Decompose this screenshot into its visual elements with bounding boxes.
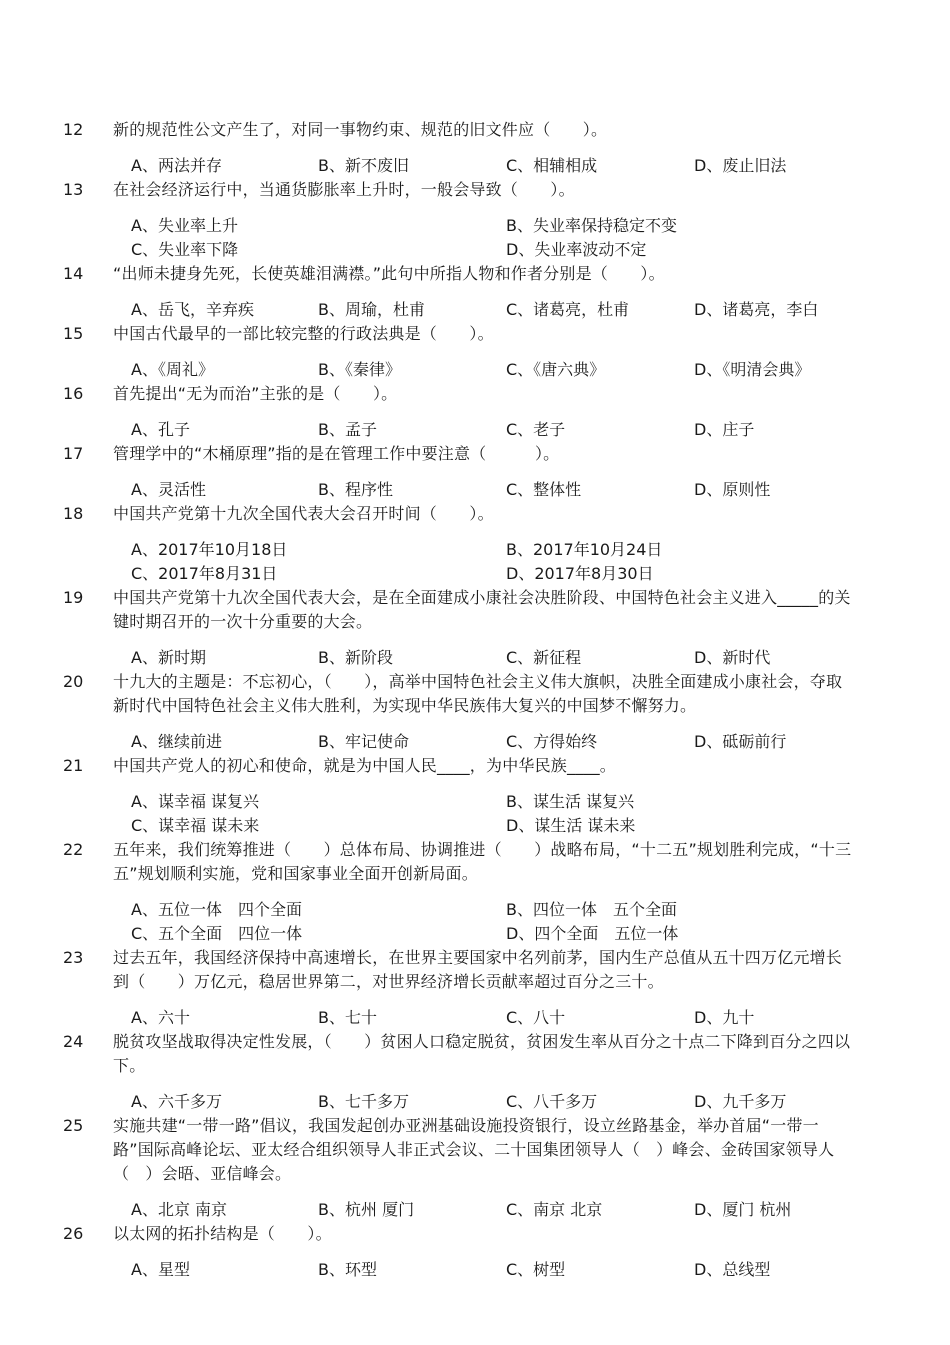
option-c: C、方得始终	[506, 732, 598, 751]
option-c: C、《唐六典》	[506, 360, 606, 379]
option-a: A、谋幸福 谋复兴	[131, 792, 260, 811]
option-c: C、整体性	[506, 480, 582, 499]
question-text: 五年来，我们统筹推进（ ）总体布局、协调推进（ ）战略布局，“十二五”规划胜利完成，“十三五”规划顺利实施，党和国家事业全面开创新局面。	[113, 840, 852, 883]
question-number: 24	[63, 1032, 84, 1051]
option-b: B、《秦律》	[318, 360, 401, 379]
question-text: “出师未捷身先死，长使英雄泪满襟。”此句中所指人物和作者分别是（ ）。	[113, 264, 665, 283]
question-text: 过去五年，我国经济保持中高速增长，在世界主要国家中名列前茅，国内生产总值从五十四万亿元增长到（ ）万亿元，稳居世界第二，对世界经济增长贡献率超过百分之三十。	[113, 948, 843, 991]
option-a: A、岳飞，辛弃疾	[131, 300, 254, 319]
option-a: A、《周礼》	[131, 360, 214, 379]
question-text: 以太网的拓扑结构是（ ）。	[113, 1224, 332, 1243]
option-c: C、相辅相成	[506, 156, 598, 175]
question-text: 管理学中的“木桶原理”指的是在管理工作中要注意（ ）。	[113, 444, 560, 463]
option-b: B、孟子	[318, 420, 377, 439]
option-a: A、五位一体 四个全面	[131, 900, 302, 919]
option-b: B、牢记使命	[318, 732, 409, 751]
option-b: B、2017年10月24日	[506, 540, 663, 559]
option-c: C、老子	[506, 420, 566, 439]
option-b: B、新不废旧	[318, 156, 409, 175]
option-d: D、四个全面 五位一体	[506, 924, 679, 943]
question-number: 13	[63, 180, 84, 199]
option-d: D、2017年8月30日	[506, 564, 654, 583]
option-c: C、树型	[506, 1260, 566, 1279]
option-a: A、星型	[131, 1260, 190, 1279]
question-text: 中国共产党人的初心和使命，就是为中国人民____，为中华民族____。	[113, 756, 617, 775]
option-c: C、诸葛亮，杜甫	[506, 300, 630, 319]
question-number: 16	[63, 384, 84, 403]
option-d: D、厦门 杭州	[694, 1200, 792, 1219]
option-a: A、灵活性	[131, 480, 206, 499]
option-d: D、《明清会典》	[694, 360, 811, 379]
option-d: D、诸葛亮，李白	[694, 300, 819, 319]
question-text: 首先提出“无为而治”主张的是（ ）。	[113, 384, 398, 403]
option-c: C、失业率下降	[131, 240, 239, 259]
question-text: 中国共产党第十九次全国代表大会召开时间（ ）。	[113, 504, 494, 523]
option-c: C、八十	[506, 1008, 566, 1027]
option-d: D、失业率波动不定	[506, 240, 647, 259]
question-number: 20	[63, 672, 84, 691]
option-d: D、原则性	[694, 480, 771, 499]
question-number: 18	[63, 504, 84, 523]
option-d: D、废止旧法	[694, 156, 787, 175]
option-b: B、七千多万	[318, 1092, 409, 1111]
question-number: 22	[63, 840, 84, 859]
option-d: D、砥砺前行	[694, 732, 787, 751]
question-number: 19	[63, 588, 84, 607]
option-a: A、失业率上升	[131, 216, 238, 235]
option-c: C、谋幸福 谋未来	[131, 816, 260, 835]
question-number: 17	[63, 444, 84, 463]
option-a: A、六千多万	[131, 1092, 222, 1111]
option-a: A、两法并存	[131, 156, 222, 175]
question-number: 21	[63, 756, 84, 775]
option-b: B、新阶段	[318, 648, 393, 667]
option-a: A、继续前进	[131, 732, 222, 751]
question-number: 15	[63, 324, 84, 343]
question-text: 十九大的主题是：不忘初心，（ ），高举中国特色社会主义伟大旗帜，决胜全面建成小康社会，夺取新时代中国特色社会主义伟大胜利，为实现中华民族伟大复兴的中国梦不懈努力。	[113, 672, 843, 715]
option-a: A、孔子	[131, 420, 190, 439]
option-b: B、失业率保持稳定不变	[506, 216, 677, 235]
option-a: A、2017年10月18日	[131, 540, 288, 559]
option-a: A、北京 南京	[131, 1200, 228, 1219]
option-c: C、新征程	[506, 648, 582, 667]
question-number: 12	[63, 120, 84, 139]
question-number: 23	[63, 948, 84, 967]
option-c: C、2017年8月31日	[131, 564, 278, 583]
option-d: D、谋生活 谋未来	[506, 816, 636, 835]
option-b: B、周瑜，杜甫	[318, 300, 425, 319]
option-b: B、环型	[318, 1260, 377, 1279]
question-number: 14	[63, 264, 84, 283]
option-d: D、总线型	[694, 1260, 771, 1279]
option-d: D、庄子	[694, 420, 755, 439]
option-b: B、程序性	[318, 480, 393, 499]
question-text: 中国共产党第十九次全国代表大会，是在全面建成小康社会决胜阶段、中国特色社会主义进入_____的关键时期召开的一次十分重要的大会。	[113, 588, 851, 631]
question-text: 在社会经济运行中，当通货膨胀率上升时，一般会导致（ ）。	[113, 180, 575, 199]
question-text: 实施共建“一带一路”倡议，我国发起创办亚洲基础设施投资银行，设立丝路基金，举办首届“一带一路”国际高峰论坛、亚太经合组织领导人非正式会议、二十国集团领导人（ ）峰会、金砖国家领导人（ ）会晤、亚信峰会。	[113, 1116, 835, 1183]
option-d: D、九千多万	[694, 1092, 787, 1111]
option-b: B、四位一体 五个全面	[506, 900, 677, 919]
option-c: C、五个全面 四位一体	[131, 924, 303, 943]
option-b: B、谋生活 谋复兴	[506, 792, 635, 811]
question-text: 脱贫攻坚战取得决定性发展，（ ）贫困人口稳定脱贫，贫困发生率从百分之十点二下降到百分之四以下。	[113, 1032, 851, 1075]
option-c: C、八千多万	[506, 1092, 598, 1111]
option-c: C、南京 北京	[506, 1200, 603, 1219]
question-number: 25	[63, 1116, 84, 1135]
option-a: A、新时期	[131, 648, 206, 667]
question-text: 新的规范性公文产生了，对同一事物约束、规范的旧文件应（ ）。	[113, 120, 608, 139]
option-b: B、杭州 厦门	[318, 1200, 415, 1219]
question-text: 中国古代最早的一部比较完整的行政法典是（ ）。	[113, 324, 494, 343]
option-d: D、新时代	[694, 648, 771, 667]
question-number: 26	[63, 1224, 84, 1243]
option-b: B、七十	[318, 1008, 377, 1027]
option-d: D、九十	[694, 1008, 755, 1027]
option-a: A、六十	[131, 1008, 190, 1027]
